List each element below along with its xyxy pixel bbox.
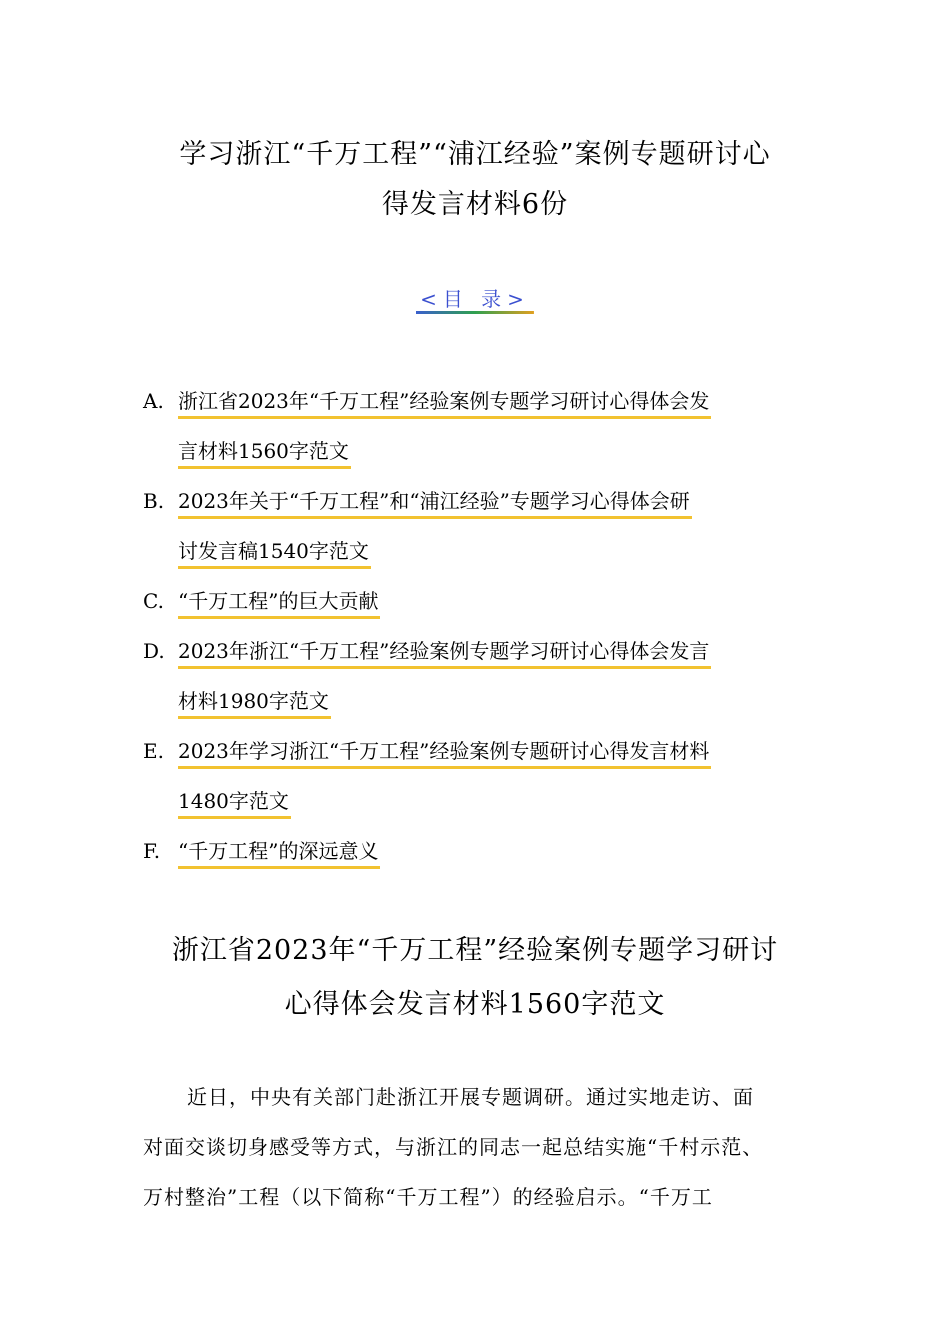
toc-letter: C. xyxy=(143,589,164,613)
toc-link[interactable]: 讨发言稿1540字范文 xyxy=(178,536,371,569)
section-title-line-2: 心得体会发言材料1560字范文 xyxy=(284,989,666,1020)
toc-letter: B. xyxy=(143,489,165,513)
toc-link[interactable]: 1480字范文 xyxy=(178,786,291,819)
toc-heading-text[interactable]: <目 录> xyxy=(416,284,534,314)
toc-link[interactable]: 2023年浙江“千万工程”经验案例专题学习研讨心得体会发言 xyxy=(178,636,711,669)
paragraph-line-3: 万村整治”工程（以下简称“千万工程”）的经验启示。“千万工 xyxy=(143,1185,713,1209)
toc-link[interactable]: 2023年学习浙江“千万工程”经验案例专题研讨心得发言材料 xyxy=(178,736,711,769)
toc-letter: F. xyxy=(143,839,161,863)
paragraph-line-2: 对面交谈切身感受等方式，与浙江的同志一起总结实施“千村示范、 xyxy=(143,1135,764,1159)
toc-letter: D. xyxy=(143,639,165,663)
toc-link[interactable]: “千万工程”的巨大贡献 xyxy=(178,586,380,619)
toc-link[interactable]: “千万工程”的深远意义 xyxy=(178,836,380,869)
section-title-line-1: 浙江省2023年“千万工程”经验案例专题学习研讨 xyxy=(171,935,779,966)
toc-link[interactable]: 言材料1560字范文 xyxy=(178,436,351,469)
toc-letter: A. xyxy=(143,389,164,413)
toc-link[interactable]: 浙江省2023年“千万工程”经验案例专题学习研讨心得体会发 xyxy=(178,386,711,419)
toc-link[interactable]: 2023年关于“千万工程”和“浦江经验”专题学习心得体会研 xyxy=(178,486,692,519)
toc-letter: E. xyxy=(143,739,164,763)
toc-heading[interactable] xyxy=(0,284,950,314)
paragraph-line-1: 近日，中央有关部门赴浙江开展专题调研。通过实地走访、面 xyxy=(187,1085,754,1109)
toc-link[interactable]: 材料1980字范文 xyxy=(178,686,331,719)
document-title-line-1: 学习浙江“千万工程”“浦江经验”案例专题研讨心 xyxy=(179,139,771,170)
document-title-line-2: 得发言材料6份 xyxy=(381,189,569,220)
